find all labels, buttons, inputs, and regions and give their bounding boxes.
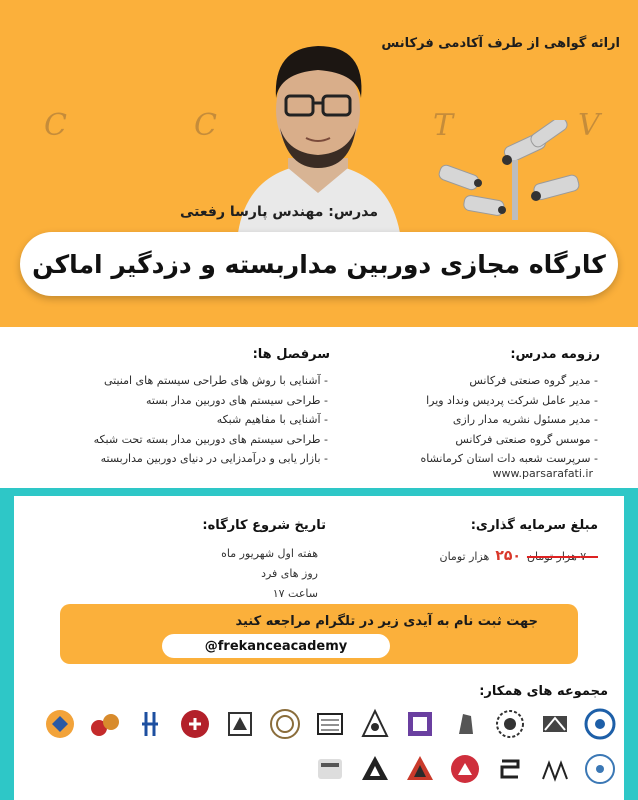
list-item: - آشنایی با روش های طراحی سیستم های امنیتی xyxy=(94,371,328,391)
certificate-text: ارائه گواهی از طرف آکادمی فرکانس xyxy=(381,36,620,51)
instructor-name: مدرس: مهندس پارسا رفعتی xyxy=(180,204,378,220)
list-item: - طراحی سیستم های دوربین مدار بسته تحت شبکه xyxy=(94,430,328,450)
partner-logo-icon xyxy=(537,751,573,787)
schedule-line: ساعت ۱۷ xyxy=(272,587,318,600)
partner-logo-icon xyxy=(492,706,528,742)
cctv-letter: T xyxy=(433,108,454,143)
partner-logo-icon xyxy=(312,706,348,742)
partner-logo-icon xyxy=(447,751,483,787)
schedule-title: تاریخ شروع کارگاه: xyxy=(202,518,326,533)
list-item: - مدیر مسئول نشریه مدار رازی xyxy=(420,410,598,430)
partner-logo-icon xyxy=(267,706,303,742)
price-title: مبلغ سرمایه گذاری: xyxy=(470,518,598,533)
page-title: کارگاه مجازی دوربین مداربسته و دزدگیر اماکن xyxy=(32,249,606,279)
cctv-cameras-image xyxy=(434,120,594,230)
registration-text: جهت ثبت نام به آیدی زیر در تلگرام مراجعه کنید xyxy=(235,614,538,629)
partner-logos xyxy=(22,706,618,792)
list-item: - طراحی سیستم های دوربین مدار بسته xyxy=(94,391,328,411)
partner-logo-icon xyxy=(87,706,123,742)
partner-logo-icon xyxy=(582,751,618,787)
partner-logo-icon xyxy=(222,706,258,742)
partner-logo-icon xyxy=(447,706,483,742)
syllabus-title: سرفصل ها: xyxy=(252,347,330,362)
schedule-lines xyxy=(221,544,318,604)
partner-logo-icon xyxy=(402,751,438,787)
list-item: - سرپرست شعبه دات استان کرمانشاه xyxy=(420,449,598,469)
cctv-letter: V xyxy=(578,108,600,143)
partner-logo-icon xyxy=(582,706,618,742)
partner-logo-icon xyxy=(132,706,168,742)
title-banner xyxy=(20,232,618,296)
resume-list xyxy=(420,371,598,469)
list-item: - مدیر عامل شرکت پردیس ونداد ویرا xyxy=(420,391,598,411)
partner-logo-icon xyxy=(42,706,78,742)
price-values xyxy=(440,548,599,564)
partner-logo-icon xyxy=(177,706,213,742)
partner-logo-icon xyxy=(537,706,573,742)
syllabus-list xyxy=(94,371,328,469)
partner-logo-icon xyxy=(312,751,348,787)
header-section xyxy=(0,0,638,327)
partners-title: مجموعه های همکار: xyxy=(479,684,608,699)
partner-logo-icon xyxy=(402,706,438,742)
website-link[interactable]: www.parsarafati.ir xyxy=(492,467,593,480)
schedule-line: روز های فرد xyxy=(261,567,318,580)
resume-title: رزومه مدرس: xyxy=(510,347,600,362)
instructor-photo xyxy=(218,18,418,233)
new-price-unit: هزار تومان xyxy=(439,550,490,563)
list-item: - موسس گروه صنعتی فرکانس xyxy=(420,430,598,450)
partner-logo-icon xyxy=(357,751,393,787)
partner-logo-icon xyxy=(492,751,528,787)
partner-logo-icon xyxy=(357,706,393,742)
cctv-letter: C xyxy=(44,108,67,143)
new-price: ۲۵۰ xyxy=(495,548,521,564)
list-item: - مدیر گروه صنعتی فرکانس xyxy=(420,371,598,391)
telegram-id[interactable]: @frekanceacademy xyxy=(162,634,390,658)
list-item: - بازار یابی و درآمدزایی در دنیای دوربین مداربسته xyxy=(94,449,328,469)
list-item: - آشنایی با مفاهیم شبکه xyxy=(94,410,328,430)
old-price: ۷۰۰ هزار تومان xyxy=(526,550,598,563)
schedule-line: هفته اول شهریور ماه xyxy=(221,547,318,560)
cctv-letter: C xyxy=(194,108,217,143)
